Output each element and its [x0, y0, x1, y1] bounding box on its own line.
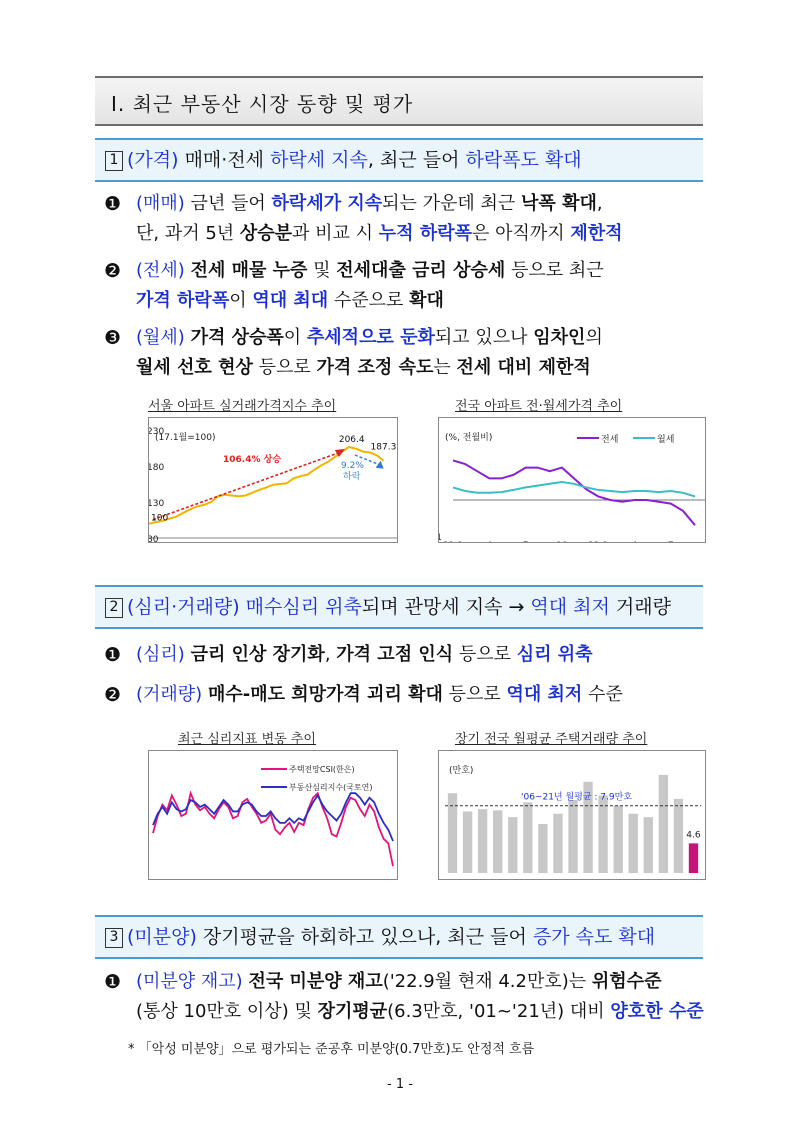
y-tick-label: 130: [149, 499, 165, 509]
text-run: (거래량): [136, 684, 203, 705]
sentiment-index-chart: [148, 750, 398, 880]
section-heading-sentiment: [95, 585, 703, 629]
text-run: ,: [596, 193, 603, 214]
fall-word-label: 하락: [343, 472, 361, 482]
section-heading-text: [127, 926, 655, 948]
unit-label: (%, 전월비): [445, 433, 493, 443]
start-value-label: 100: [151, 513, 169, 524]
unit-label: (만호): [449, 766, 474, 776]
text-run: 가격 상승폭: [190, 327, 284, 348]
paragraph-line: [136, 219, 623, 249]
bar: [493, 810, 502, 873]
text-run: (6.3만호, '01~'21년) 대비: [387, 1001, 611, 1022]
section-heading-unsold: [95, 915, 703, 959]
text-run: 상승분: [239, 223, 293, 244]
text-run: 등으로: [453, 644, 517, 665]
text-run: 은 아직까지: [472, 223, 571, 244]
text-run: 역대 최저: [530, 596, 610, 618]
text-run: 위험수준: [591, 971, 662, 992]
bullet-marker: ❷: [104, 684, 122, 706]
text-run: 금리 인상 장기화: [190, 644, 325, 665]
bullet-marker: ❶: [104, 193, 122, 215]
text-run: (가격): [127, 149, 185, 171]
text-run: 장기평균을 하회하고 있으나, 최근 들어: [196, 926, 533, 948]
text-run: 하락폭도 확대: [465, 149, 582, 171]
text-run: 및: [307, 260, 337, 281]
y-tick-label: 80: [149, 535, 159, 542]
bar: [644, 817, 653, 873]
last-value-label: 187.3: [370, 442, 397, 453]
text-run: 등으로 최근: [505, 260, 604, 281]
paragraph-line: [136, 997, 704, 1027]
text-run: 전세 매물 누증: [190, 260, 308, 281]
text-run: 이: [229, 290, 253, 311]
y-tick-label: 230: [149, 427, 165, 437]
bar: [674, 799, 683, 873]
chart-title: 최근 심리지표 변동 추이: [178, 732, 316, 747]
text-run: 증가 속도 확대: [532, 926, 656, 948]
fall-arrowhead: [376, 461, 384, 469]
bullet-marker: ❶: [104, 971, 122, 993]
text-run: 확대: [409, 290, 444, 311]
fall-percent-label: 9.2%: [341, 461, 364, 471]
legend-label: 부동산심리지수(국토연): [289, 783, 373, 792]
bar: [689, 843, 698, 873]
text-run: 하락세가 지속: [271, 193, 383, 214]
bar: [463, 811, 472, 873]
text-run: 장기평균: [317, 1001, 388, 1022]
section-number: 1: [105, 151, 123, 171]
paragraph-line: [136, 680, 623, 710]
paragraph-line: [136, 256, 604, 286]
bullet-marker: ❸: [104, 327, 122, 349]
rise-percent-label: 106.4% 상승: [223, 455, 282, 465]
text-run: ('22.9월 현재 4.2만호)는: [382, 971, 592, 992]
unit-label: (17.1월=100): [155, 433, 216, 443]
text-run: (전세): [136, 260, 185, 281]
seoul-price-index-chart: [148, 417, 398, 543]
bar: [523, 802, 532, 873]
x-tick-label: [632, 541, 638, 542]
text-run: 매매·전세: [184, 149, 271, 171]
text-run: (통상 10만호 이상) 및: [136, 1001, 318, 1022]
text-run: 역대 최대: [252, 290, 329, 311]
rent-price-chart: [438, 417, 706, 543]
text-run: 거래량: [609, 596, 671, 618]
paragraph-line: [136, 323, 603, 353]
paragraph-line: [136, 353, 603, 383]
text-run: 단, 과거 5년: [136, 223, 240, 244]
section-number: 3: [105, 928, 123, 948]
legend-label: 전세: [601, 435, 619, 445]
text-run: 심리 위축: [516, 644, 593, 665]
text-run: (미분양): [127, 926, 197, 948]
bar: [659, 775, 668, 873]
section-heading-text: [127, 149, 582, 171]
bar: [448, 793, 457, 873]
text-run: 제한적: [570, 223, 623, 244]
paragraph-line: [136, 286, 604, 316]
main-title-box: [95, 76, 703, 126]
text-run: 양호한 수준: [610, 1001, 704, 1022]
text-run: 수준: [582, 684, 623, 705]
bar: [568, 800, 577, 873]
section-heading-price: [95, 138, 703, 182]
bar: [614, 806, 623, 873]
text-run: 임차인: [533, 327, 586, 348]
text-run: 추세적으로 둔화: [306, 327, 435, 348]
legend-label: 주택전망CSI(한은): [289, 765, 355, 774]
text-run: 되고 있으나: [434, 327, 534, 348]
text-run: , 최근 들어: [367, 149, 466, 171]
footnote: * 「악성 미분양」으로 평가되는 준공후 미분양(0.7만호)도 안정적 흐름: [128, 1042, 535, 1057]
text-run: (매매): [136, 193, 185, 214]
text-run: ,: [324, 644, 337, 665]
legend-label: 월세: [657, 435, 675, 445]
x-tick-label: [486, 541, 492, 542]
text-run: (미분양 재고): [136, 971, 243, 992]
text-run: 전국 미분양 재고: [248, 971, 383, 992]
x-tick-label: [588, 541, 608, 542]
bar: [598, 795, 607, 873]
text-run: 가격 조정 속도: [316, 357, 434, 378]
chart-title: 전국 아파트 전·월세가격 추이: [455, 399, 623, 414]
text-run: 되는 가운데 최근: [382, 193, 522, 214]
text-run: 전세대출 금리 상승세: [336, 260, 506, 281]
bar: [538, 824, 547, 873]
text-run: 되며 관망세 지속 →: [361, 596, 531, 618]
bar: [508, 817, 517, 873]
text-run: 등으로: [442, 684, 507, 705]
text-run: 금년 들어: [184, 193, 272, 214]
y-tick-label: 1: [439, 533, 442, 542]
text-run: 월세 선호 현상: [136, 357, 253, 378]
bar: [629, 814, 638, 873]
reference-label: '06~21년 월평균 : 7.9만호: [521, 792, 633, 803]
text-run: 역대 최저: [506, 684, 583, 705]
bullet-marker: ❶: [104, 644, 122, 666]
text-run: 의: [585, 327, 603, 348]
series-line: [453, 482, 695, 496]
text-run: 매수-매도 희망가격 괴리 확대: [207, 684, 443, 705]
text-run: (월세): [136, 327, 185, 348]
text-run: (심리): [136, 644, 185, 665]
text-run: 전세 대비 제한적: [456, 357, 591, 378]
x-tick-label: [523, 541, 529, 542]
bar: [553, 814, 562, 873]
text-run: 가격 하락폭: [136, 290, 230, 311]
text-run: 과 비교 시: [292, 223, 379, 244]
x-tick-label: [668, 541, 674, 542]
text-run: 수준으로: [328, 290, 410, 311]
x-tick-label: [443, 541, 463, 542]
chart-title: 서울 아파트 실거래가격지수 추이: [148, 399, 337, 414]
text-run: 누적 하락폭: [378, 223, 472, 244]
text-run: (심리·거래량) 매수심리 위축: [127, 596, 362, 618]
paragraph-line: [136, 189, 623, 219]
main-title: Ⅰ. 최근 부동산 시장 동향 및 평가: [111, 92, 414, 116]
paragraph-line: [136, 640, 593, 670]
last-value-label: 4.6: [686, 830, 701, 841]
transaction-volume-chart: [438, 750, 706, 880]
paragraph-line: [136, 967, 704, 997]
x-tick-label: [556, 541, 568, 542]
peak-value-label: 206.4: [338, 434, 365, 445]
y-tick-label: 180: [149, 463, 165, 473]
page-number: - 1 -: [387, 1077, 413, 1092]
chart-title: 장기 전국 월평균 주택거래량 추이: [455, 732, 648, 747]
text-run: 등으로: [252, 357, 317, 378]
section-heading-text: [127, 596, 671, 618]
text-run: 이: [283, 327, 307, 348]
text-run: 낙폭 확대: [521, 193, 597, 214]
bar: [478, 809, 487, 873]
text-run: 하락세 지속: [270, 149, 368, 171]
text-run: 는: [433, 357, 457, 378]
text-run: 가격 고점 인식: [336, 644, 454, 665]
section-number: 2: [105, 598, 123, 618]
bullet-marker: ❷: [104, 260, 122, 282]
